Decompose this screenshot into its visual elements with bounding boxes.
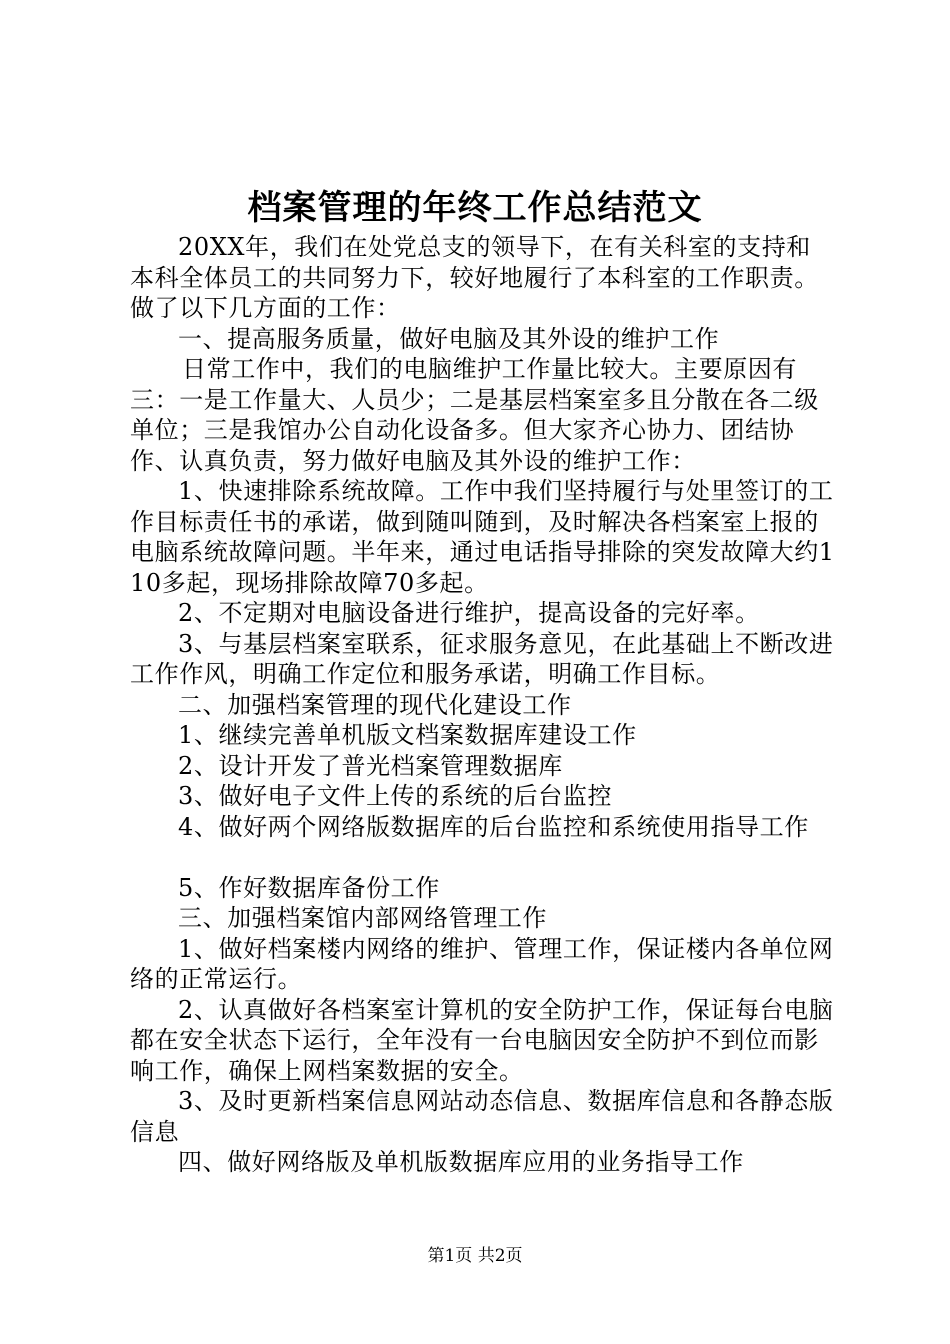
list-item-3-2: 2、认真做好各档案室计算机的安全防护工作，保证每台电脑都在安全状态下运行，全年没有一台电脑因安全防护不到位而影响工作，确保上网档案数据的安全。 [130, 995, 834, 1085]
list-item-1-2: 2、不定期对电脑设备进行维护，提高设备的完好率。 [178, 599, 760, 627]
list-item-2-1: 1、继续完善单机版文档案数据库建设工作 [178, 721, 637, 749]
blank-line [130, 842, 835, 873]
document-title: 档案管理的年终工作总结范文 [247, 188, 703, 228]
document-body [130, 232, 835, 1178]
list-item-2-5: 5、作好数据库备份工作 [178, 873, 440, 902]
heading-section-3: 三、加强档案馆内部网络管理工作 [178, 904, 547, 932]
list-item-2-3: 3、做好电子文件上传的系统的后台监控 [178, 782, 613, 810]
list-item-3-3: 3、及时更新档案信息网站动态信息、数据库信息和各静态版信息 [130, 1087, 834, 1146]
paragraph-intro: 20XX年，我们在处党总支的领导下，在有关科室的支持和本科全体员工的共同努力下，较好地履行了本科室的工作职责。做了以下几方面的工作： [130, 233, 819, 322]
heading-section-4: 四、做好网络版及单机版数据库应用的业务指导工作 [178, 1148, 744, 1176]
list-item-1-3: 3、与基层档案室联系，征求服务意见，在此基础上不断改进工作作风，明确工作定位和服务承诺，明确工作目标。 [130, 629, 834, 688]
list-item-2-4: 4、做好两个网络版数据库的后台监控和系统使用指导工作 [178, 812, 809, 841]
paragraph-section-1-intro: 日常工作中，我们的电脑维护工作量比较大。主要原因有三：一是工作量大、人员少；二是基层档案室多且分散在各二级单位；三是我馆办公自动化设备多。但大家齐心协力、团结协作、认真负责，努力做好电脑及其外设的维护工作： [130, 355, 819, 475]
heading-section-2: 二、加强档案管理的现代化建设工作 [178, 690, 572, 719]
list-item-3-1: 1、做好档案楼内网络的维护、管理工作，保证楼内各单位网络的正常运行。 [130, 934, 834, 993]
list-item-1-1: 1、快速排除系统故障。工作中我们坚持履行与处里签订的工作目标责任书的承诺，做到随叫随到，及时解决各档案室上报的电脑系统故障问题。半年来，通过电话指导排除的突发故障大约110多起，现场排除故障70多起。 [130, 477, 835, 597]
page-footer: 第1页 共2页 [427, 1246, 523, 1266]
list-item-2-2: 2、设计开发了普光档案管理数据库 [178, 751, 563, 780]
heading-section-1: 一、提高服务质量，做好电脑及其外设的维护工作 [178, 324, 720, 353]
